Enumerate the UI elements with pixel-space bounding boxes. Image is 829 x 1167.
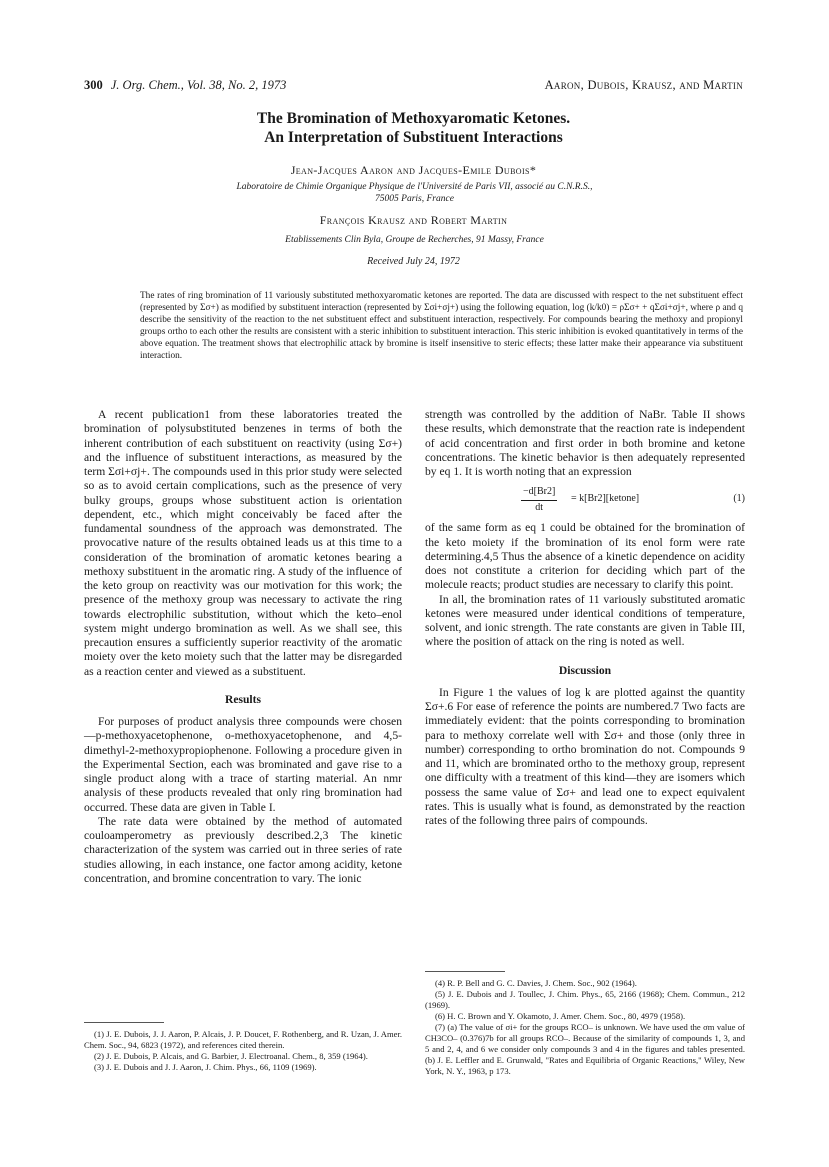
footnote-3: (3) J. E. Dubois and J. J. Aaron, J. Chim. Phys., 66, 1109 (1969). [94,1062,317,1072]
affiliation-2: Etablissements Clin Byla, Groupe de Recherches, 91 Massy, France [285,235,544,245]
discussion-paragraph-1: In Figure 1 the values of log k are plotted against the quantity Σσ+.6 For ease of reference the points are numbered.7 Two facts are immediately evident: that the points corresponding to bromination para to methoxy correlate well with Σσ+ and those (only three in number) corresponding to ortho bromination do not. Compounds 9 and 11, which are brominated ortho to the methoxy group, represent one difficulty with a treatment of this kind—they are isomers which possess the same value of Σσ+ and lead one to expect equivalent rates. This is usually what is found, as demonstrated by the reaction rates of the following three pairs of compounds. [425,685,745,827]
abstract: The rates of ring bromination of 11 variously substituted methoxyaromatic ketones are reported. The data are discussed with respect to the net substituent effect (represented by Σσ+) as modified by substituent interaction (represented by Σσi+σj+) using the following equation, log (k/k0) = ρΣσ+ + qΣσi+σj+, where ρ and q describe the sensitivity of the reaction to the net substituent effect and substituent interaction, respectively. For compounds bearing the methoxy and propionyl groups ortho to each other the results are consistent with a steric inhibition to substituent interaction. This steric inhibition is evoked quantitatively in terms of the above equation. The treatment shows that electrophilic attack by bromine is itself insensitive to steric effects; these latter make their appearance via substituent interaction. [140,291,743,361]
results-paragraph-4: of the same form as eq 1 could be obtained for the bromination of the keto moiety if the bromination of its enol form were rate determining.4,5 Thus the absence of a kinetic dependence on acidity does not constitute a criterion for deciding which part of the molecule reacts; product studies are necessary to clarify this point. [425,521,745,592]
intro-paragraph: A recent publication1 from these laboratories treated the bromination of polysubstituted benzenes in terms of both the inherent contribution of each substituent on reactivity (using Σσ+) and the influence of substituent interactions, as measured by the term Σσi+σj+. The compounds used in this prior study were selected so as to avoid certain complications, such as the presence of very bulky groups, groups whose substituent action is orientation dependent, etc., which might conceivably be faced after the fundamental soundness of the approach was demonstrated. The provocative nature of the results obtained leads us at this time to a consideration of the bromination of aromatic ketones bearing a methoxy substituent in the aromatic ring. A study of the influence of the keto group on reactivity was our motivation for this work; the presence of the methoxy group was necessary to activate the ring towards electrophilic substitution, without which the keto–enol system might undergo bromination as well. As we shall see, this precaution ensures a sufficiently superior reactivity of the aromatic moiety over the keto moiety such that the latter may be disregarded as a reaction center and viewed as a substituent. [84,408,402,678]
footnote-rule [425,971,505,972]
header-authors: Aaron, Dubois, Krausz, and Martin [544,78,743,92]
footnote-6: (6) H. C. Brown and Y. Okamoto, J. Amer. Chem. Soc., 80, 4979 (1958). [435,1011,686,1021]
page-number: 300 [84,78,103,92]
footnote-rule [84,1022,164,1023]
left-column [84,408,402,886]
affiliation-1-line-2: 75005 Paris, France [375,194,454,204]
affiliation-1-line-1: Laboratoire de Chimie Organique Physique de l'Université de Paris VII, associé au C.N.R.S., [236,182,593,192]
equation-fraction [521,485,557,515]
results-paragraph-2: The rate data were obtained by the method of automated couloamperometry as previously described.2,3 The kinetic characterization of the system was carried out in three series of rate studies allowing, in each instance, one factor among acidity, ketone concentration, and bromine concentration to vary. The ionic [84,814,402,885]
footnote-7: (7) (a) The value of σi+ for the groups RCO– is unknown. We have used the σm value of CH3CO– (0.376)7b for all groups RCO–. Because of the similarity of compounds 1, 3, and 5 and 2, 4, and 6 we consider only compounds 3 and 4 in the figures and tables presented. (b) J. E. Leffler and E. Grunwald, "Rates and Equilibria of Organic Reactions," Wiley, New York, N. Y., 1963, p 173. [425,1022,745,1076]
footnote-1: (1) J. E. Dubois, J. J. Aaron, P. Alcais, J. P. Doucet, F. Rothenberg, and R. Uzan, J. Amer. Chem. Soc., 94, 6823 (1972), and references cited therein. [84,1029,402,1050]
footnotes-left [84,1022,402,1073]
footnote-5: (5) J. E. Dubois and J. Toullec, J. Chim. Phys., 65, 2166 (1968); Chem. Commun., 212 (1969). [425,989,745,1010]
title-line-1: The Bromination of Methoxyaromatic Ketones. [256,110,571,127]
equation-1 [425,483,745,515]
equation-numerator: −d[Br2] [521,485,557,500]
header-left [84,78,286,93]
footnotes-right [425,971,745,1077]
authors-group-1: Jean-Jacques Aaron and Jacques-Emile Dubois* [290,163,537,177]
received-date: Received July 24, 1972 [367,256,460,267]
running-header [84,78,743,96]
results-paragraph-3: strength was controlled by the addition of NaBr. Table II shows these results, which demonstrate that the reaction rate is independent of acid concentration and first order in both bromine and ketone concentrations. The kinetic behavior is then adequately represented by eq 1. It is worth noting that an expression [425,408,745,478]
equation-denominator: dt [535,501,544,513]
results-heading: Results [224,692,262,706]
right-column [425,408,745,828]
results-paragraph-5: In all, the bromination rates of 11 variously substituted aromatic ketones were measured under identical conditions of temperature, solvent, and ionic strength. The rate constants are given in Table III, where the position of attack on the ring is noted as well. [425,592,745,649]
discussion-heading: Discussion [558,663,612,677]
title-line-2: An Interpretation of Substituent Interactions [264,129,563,146]
equation-number: (1) [733,493,745,505]
affiliation-1 [140,181,689,205]
journal-citation: J. Org. Chem., Vol. 38, No. 2, 1973 [110,78,287,92]
authors-group-2: François Krausz and Robert Martin [319,213,508,227]
footnote-4: (4) R. P. Bell and G. C. Davies, J. Chem. Soc., 902 (1964). [435,978,637,988]
equation-rhs: = k[Br2][ketone] [571,493,640,505]
footnote-2: (2) J. E. Dubois, P. Alcais, and G. Barbier, J. Electroanal. Chem., 8, 359 (1964). [94,1051,368,1061]
results-paragraph-1: For purposes of product analysis three compounds were chosen—p-methoxyacetophenone, o-methoxyacetophenone, and 4,5-dimethyl-2-methoxypropiophenone. Following a procedure given in the Experimental Section, each was brominated and gave rise to a single product along with a trace of starting material. An nmr analysis of these products revealed that only ring bromination had occurred. These data are given in Table I. [84,715,402,814]
